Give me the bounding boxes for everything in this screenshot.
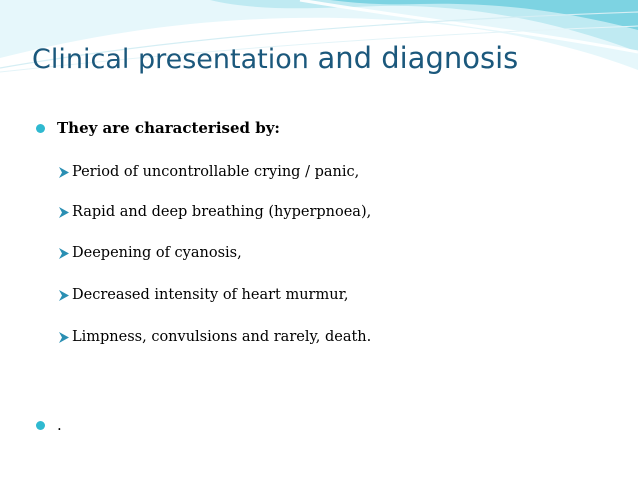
sub-bullet-text: Period of uncontrollable crying / panic, [72, 164, 360, 180]
arrow-bullet-icon [58, 331, 70, 344]
arrow-bullet-icon [58, 289, 70, 302]
sub-bullet-text: Rapid and deep breathing (hyperpnoea), [72, 204, 372, 220]
sub-bullet-text: Decreased intensity of heart murmur, [72, 287, 349, 303]
sub-bullet-item-2 [58, 204, 371, 220]
bullet-item-2 [36, 416, 62, 434]
bullet-dot-icon [36, 421, 45, 430]
bullet-text: . [57, 416, 62, 434]
arrow-bullet-icon [58, 247, 70, 260]
title-part-1: Clinical presentation [32, 44, 318, 75]
bullet-item-1 [36, 119, 280, 137]
sub-bullet-text: Deepening of cyanosis, [72, 245, 242, 261]
sub-bullet-item-3 [58, 245, 242, 261]
title-part-2: and diagnosis [317, 41, 519, 75]
sub-bullet-item-5 [58, 329, 371, 345]
bullet-text: They are characterised by: [57, 119, 280, 137]
sub-bullet-item-1 [58, 164, 359, 180]
arrow-bullet-icon [58, 206, 70, 219]
sub-bullet-item-4 [58, 287, 349, 303]
arrow-bullet-icon [58, 166, 70, 179]
bullet-dot-icon [36, 124, 45, 133]
sub-bullet-text: Limpness, convulsions and rarely, death. [72, 329, 372, 345]
